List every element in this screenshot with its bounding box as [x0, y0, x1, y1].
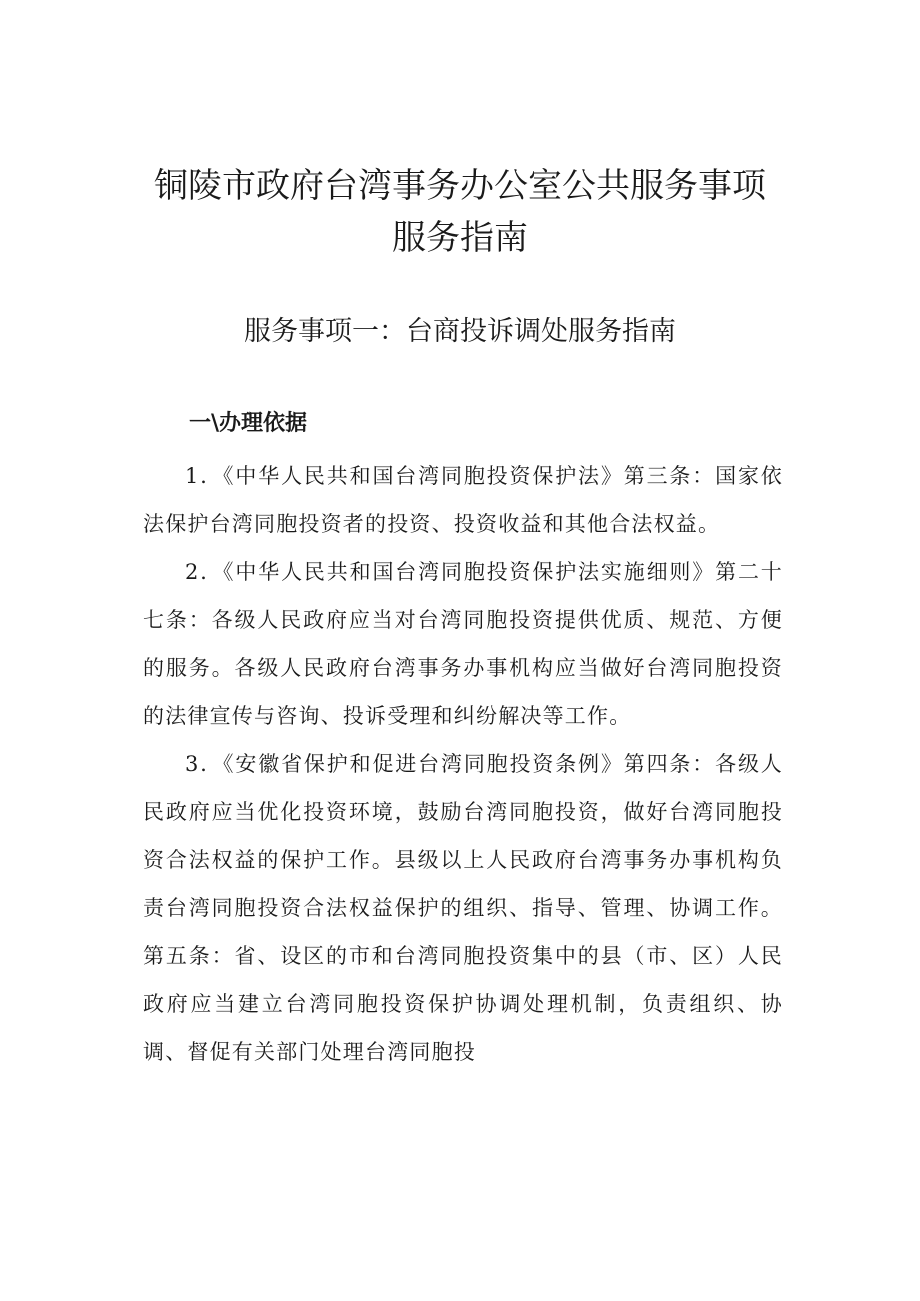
- document-body: [143, 452, 783, 1076]
- paragraph-3: 3．《安徽省保护和促进台湾同胞投资条例》第四条：各级人民政府应当优化投资环境，鼓励台湾同胞投资，做好台湾同胞投资合法权益的保护工作。县级以上人民政府台湾事务办事机构负责台湾同胞投资合法权益保护的组织、指导、管理、协调工作。第五条：省、设区的市和台湾同胞投资集中的县（市、区）人民政府应当建立台湾同胞投资保护协调处理机制，负责组织、协调、督促有关部门处理台湾同胞投: [143, 752, 783, 1064]
- paragraph-1: 1．《中华人民共和国台湾同胞投资保护法》第三条：国家依法保护台湾同胞投资者的投资、投资收益和其他合法权益。: [143, 464, 783, 536]
- paragraph-2: 2．《中华人民共和国台湾同胞投资保护法实施细则》第二十七条：各级人民政府应当对台湾同胞投资提供优质、规范、方便的服务。各级人民政府台湾事务办事机构应当做好台湾同胞投资的法律宣传与咨询、投诉受理和纠纷解决等工作。: [143, 560, 783, 728]
- document-title-continued: 服务指南: [392, 218, 528, 258]
- service-item-subtitle: 服务事项一：台商投诉调处服务指南: [244, 316, 676, 347]
- section-heading-basis: 一\办理依据: [189, 411, 308, 436]
- document-title: 铜陵市政府台湾事务办公室公共服务事项: [154, 166, 766, 206]
